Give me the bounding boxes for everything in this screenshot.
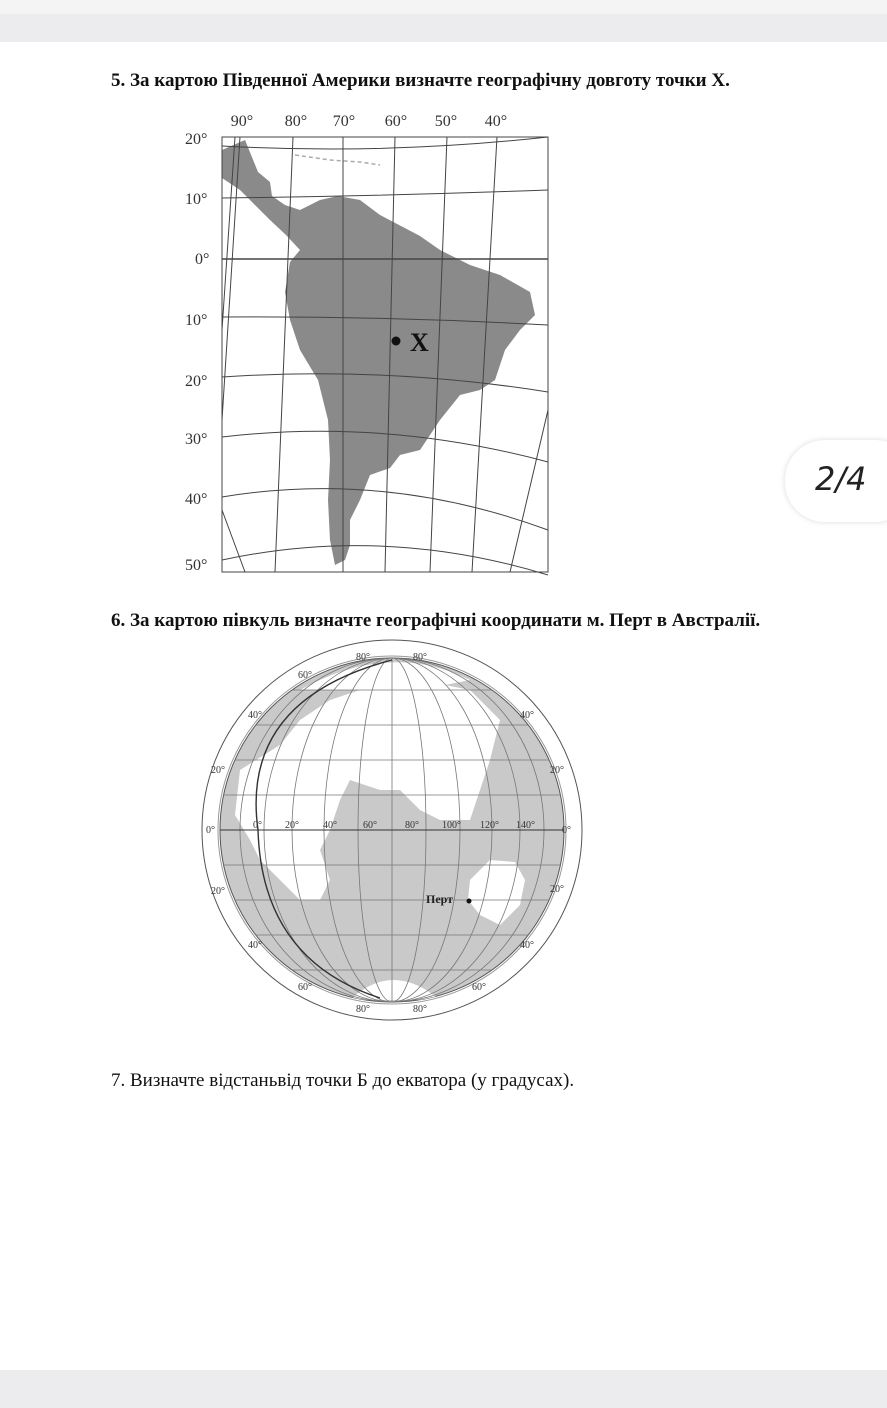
question-6: 6. За картою півкуль визначте географічні координати м. Перт в Австралії. — [111, 610, 761, 631]
point-x-label: X — [410, 328, 429, 357]
lat-label: 20° — [185, 131, 208, 148]
lon-label: 100° — [442, 820, 461, 831]
rim-label: 40° — [248, 940, 262, 951]
question-5: 5. За картою Південної Америки визначте географічну довготу точки X. — [111, 70, 730, 91]
lon-label: 60° — [363, 820, 377, 831]
lat-label: 50° — [185, 557, 208, 574]
lon-label: 80° — [405, 820, 419, 831]
lon-label: 70° — [332, 113, 356, 130]
rim-label: 80° — [413, 652, 427, 663]
rim-label: 40° — [248, 710, 262, 721]
land — [222, 140, 535, 565]
page-indicator-text: 2/4 — [815, 460, 867, 498]
lon-label: 50° — [434, 113, 458, 130]
page-indicator — [785, 440, 887, 522]
lon-label: 120° — [480, 820, 499, 831]
rim-label: 60° — [298, 982, 312, 993]
lon-label: 40° — [323, 820, 337, 831]
lat-label: 10° — [185, 312, 208, 329]
lon-label: 20° — [285, 820, 299, 831]
lat-label: 0° — [195, 251, 210, 268]
rim-label: 80° — [413, 1004, 427, 1015]
rim-label: 0° — [206, 825, 215, 836]
lon-label: 0° — [253, 820, 262, 831]
lat-label: 30° — [185, 431, 208, 448]
rim-label: 60° — [472, 982, 486, 993]
lon-label: 90° — [230, 113, 254, 130]
hemisphere-map — [195, 635, 590, 1030]
south-america-map — [170, 100, 570, 580]
lon-label: 80° — [284, 113, 308, 130]
rim-label: 20° — [550, 765, 564, 776]
rim-label: 40° — [520, 710, 534, 721]
perth-label: Перт — [426, 892, 454, 906]
lon-label: 60° — [384, 113, 408, 130]
perth-marker — [467, 899, 472, 904]
top-bar — [0, 0, 887, 14]
rim-label: 20° — [211, 886, 225, 897]
rim-label: 40° — [520, 940, 534, 951]
lon-label: 140° — [516, 820, 535, 831]
lon-label: 40° — [484, 113, 508, 130]
lat-label: 40° — [185, 491, 208, 508]
point-x-marker — [392, 337, 401, 346]
lat-label: 10° — [185, 191, 208, 208]
lat-label: 20° — [185, 373, 208, 390]
rim-label: 20° — [211, 765, 225, 776]
rim-label: 80° — [356, 1004, 370, 1015]
rim-label: 60° — [298, 670, 312, 681]
rim-label: 80° — [356, 652, 370, 663]
rim-label: 20° — [550, 884, 564, 895]
rim-label: 0° — [562, 825, 571, 836]
question-7: 7. Визначте відстаньвід точки Б до екватора (у градусах). — [111, 1070, 575, 1091]
